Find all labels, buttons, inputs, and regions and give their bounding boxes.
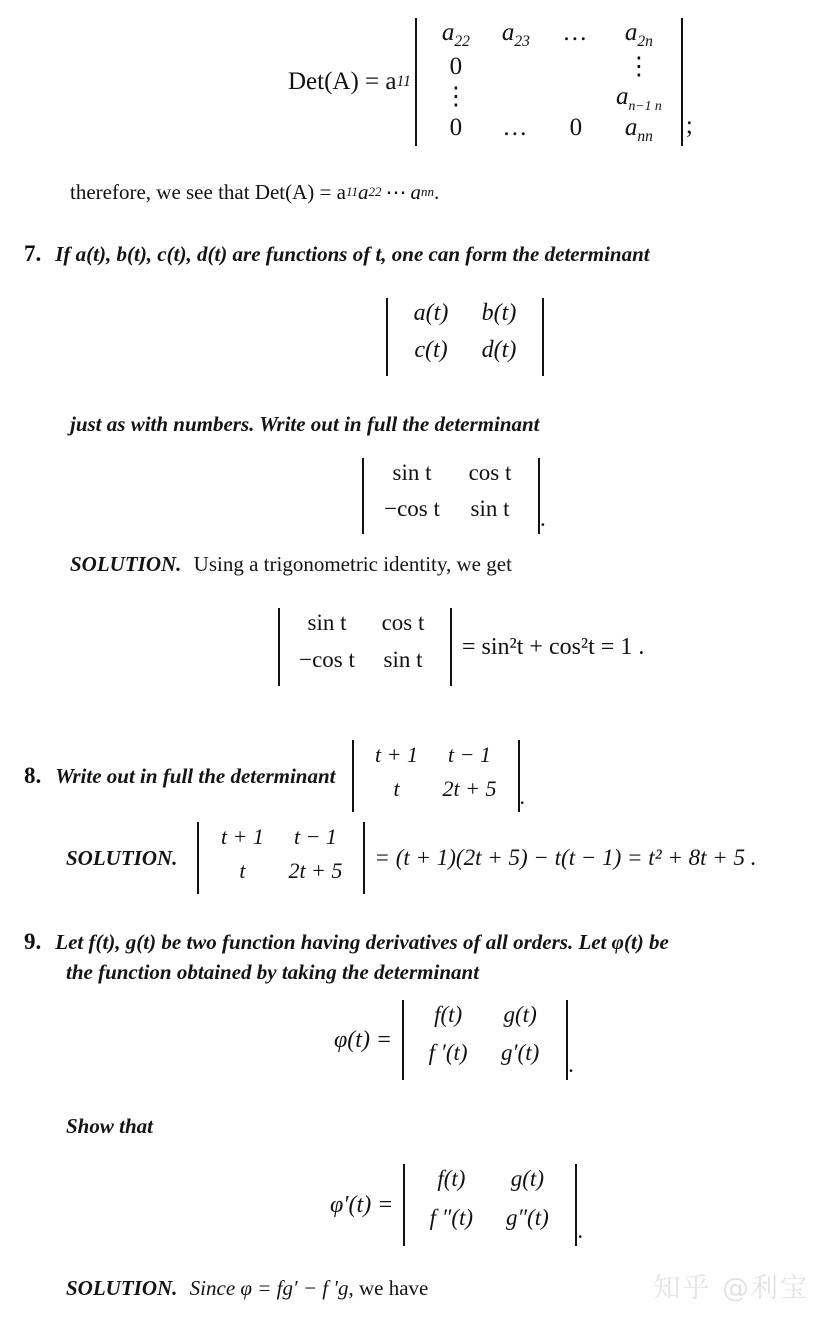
solution-text-tail: , we have (348, 1276, 429, 1300)
problem-8-number: 8. (24, 763, 42, 788)
problem-8-solution-row (66, 822, 757, 894)
matrix-row (208, 858, 354, 892)
phi-of-t-lhs: φ(t) = (334, 1026, 393, 1053)
cell-f-double-prime-of-t: f ″(t) (429, 1205, 474, 1230)
therefore-sub1: 11 (345, 184, 359, 200)
cell-sin-t: sin t (307, 610, 347, 635)
cell-an1n-sub: n−1 n (628, 97, 662, 113)
determinant-right-bar (363, 822, 365, 894)
cell-a22-sub: 22 (454, 32, 470, 50)
zhihu-watermark: 知乎 @利宝 (653, 1273, 809, 1304)
cell-a2n: a (624, 18, 638, 46)
cell-g-of-t: g(t) (510, 1166, 544, 1191)
determinant-trailing-period: . (577, 1218, 584, 1243)
cell-d-of-t: d(t) (481, 337, 517, 363)
cell-g-of-t: g(t) (503, 1002, 537, 1027)
solution-label: SOLUTION. (66, 845, 178, 870)
solution-result: = sin²t + cos²t = 1 . (462, 633, 645, 660)
solution-text: Using a trigonometric identity, we get (193, 552, 512, 576)
matrix-row-2 (426, 51, 672, 81)
cell-r4c1: 0 (449, 113, 463, 141)
problem-7-trig-determinant (362, 458, 546, 539)
solution-label: SOLUTION. (66, 1276, 178, 1300)
determinant-right-bar (450, 608, 452, 686)
matrix-row-4 (426, 114, 672, 146)
determinant-right-bar (681, 18, 683, 146)
cell-2t-plus-5: 2t + 5 (288, 858, 343, 883)
cell-a22: a (441, 18, 455, 46)
cell-ann: a (624, 113, 638, 141)
cell-r4c3: 0 (569, 113, 583, 141)
cell-row1-dots: … (562, 18, 590, 46)
cell-cos-t: cos t (468, 460, 512, 485)
cell-t-minus-1: t − 1 (448, 742, 491, 767)
matrix-row (413, 1002, 557, 1040)
cell-g-double-prime-of-t: g″(t) (505, 1205, 549, 1230)
cell-t-plus-1: t + 1 (375, 742, 418, 767)
problem-7-solution-display (278, 608, 644, 691)
problem-8-solution-determinant (197, 822, 365, 894)
cell-r2c4-vdots: ⋮ (626, 52, 652, 80)
cell-sin-t: sin t (470, 496, 510, 521)
cell-a23-sub: 23 (514, 32, 530, 50)
matrix-row (373, 496, 529, 532)
matrix-row (413, 1040, 557, 1078)
det-a-lhs: Det(A) = a (288, 68, 397, 95)
cell-a-of-t: a(t) (413, 300, 449, 326)
top-display-equation (288, 18, 693, 146)
determinant-trailing-period: . (540, 506, 546, 531)
problem-7-statement-row (24, 240, 814, 268)
therefore-lead: therefore, we see that Det(A) = a (70, 180, 346, 204)
determinant-trailing-period: . (568, 1052, 574, 1077)
determinant-trailing-period: . (519, 784, 525, 809)
matrix-row (414, 1205, 566, 1244)
problem-8-statement: Write out in full the determinant (55, 763, 336, 788)
cell-c-of-t: c(t) (414, 337, 448, 363)
cell-sin-t: sin t (392, 460, 432, 485)
matrix-row (373, 460, 529, 496)
matrix-row-3 (426, 81, 672, 114)
cell-ann-sub: nn (637, 127, 653, 145)
matrix-row (397, 337, 533, 374)
cell-t-minus-1: t − 1 (293, 824, 337, 849)
cell-2t-plus-5: 2t + 5 (442, 776, 497, 801)
matrix-row (363, 776, 509, 810)
cell-g-prime-of-t: g′(t) (501, 1040, 540, 1065)
cell-t: t (393, 776, 400, 801)
therefore-dots: ⋯ (385, 180, 407, 204)
problem-9-display-phi-prime (330, 1164, 583, 1246)
cell-a23: a (501, 18, 515, 46)
therefore-last: a (410, 180, 422, 204)
solution-label: SOLUTION. (70, 552, 182, 576)
cell-neg-cos-t: −cos t (299, 647, 355, 672)
cell-cos-t: cos t (381, 610, 425, 635)
matrix-row (208, 824, 354, 858)
therefore-mid: a (358, 180, 369, 204)
matrix-row (363, 742, 509, 776)
problem-8-determinant (352, 740, 526, 812)
cell-f-of-t: f(t) (434, 1002, 463, 1027)
det-a-lhs-sub: 11 (396, 73, 411, 90)
problem-8-solution-result: = (t + 1)(2t + 5) − t(t − 1) = t² + 8t + 5 . (374, 845, 757, 870)
problem-7-statement: If a(t), b(t), c(t), d(t) are functions of t, one can form the determinant (55, 242, 650, 266)
cell-a2n-sub: 2n (637, 32, 653, 50)
cell-sin-t: sin t (383, 647, 423, 672)
matrix-row (289, 647, 441, 684)
matrix-row (397, 300, 533, 337)
determinant-right-bar (542, 298, 544, 376)
matrix-row-1 (426, 19, 672, 51)
problem-9-statement-row (24, 928, 819, 956)
therefore-sub3: nn (421, 184, 435, 200)
matrix-row (289, 610, 441, 647)
problem-9-show-that: Show that (66, 1114, 153, 1138)
therefore-paragraph (70, 178, 439, 206)
phi-prime-of-t-lhs: φ′(t) = (330, 1191, 394, 1218)
problem-8-statement-row (24, 740, 525, 812)
top-display-semicolon: ; (685, 112, 693, 139)
therefore-period: . (434, 180, 440, 204)
problem-9-display-phi (334, 1000, 574, 1080)
cell-r3c1-vdots: ⋮ (443, 82, 469, 110)
therefore-sub2: 22 (368, 184, 382, 200)
problem-9-statement-line1: Let f(t), g(t) be two function having derivatives of all orders. Let φ(t) be (55, 930, 669, 954)
cell-r2c1: 0 (449, 52, 463, 80)
problem-7-solution-line (70, 550, 512, 578)
cell-b-of-t: b(t) (481, 300, 517, 326)
cell-an1n: a (615, 82, 629, 110)
problem-9-statement-line2: the function obtained by taking the determinant (66, 960, 480, 984)
upper-triangular-determinant (415, 18, 683, 146)
cell-t: t (239, 858, 246, 883)
solution-expression: Since φ = fg′ − f ′g (189, 1276, 349, 1300)
problem-9-solution-line (66, 1274, 428, 1302)
problem-7-determinant-abcd (386, 298, 544, 381)
matrix-row (414, 1166, 566, 1205)
cell-t-plus-1: t + 1 (220, 824, 264, 849)
cell-r4c2-dots: … (502, 113, 530, 141)
problem-7-continuation: just as with numbers. Write out in full the determinant (70, 412, 540, 436)
cell-f-prime-of-t: f ′(t) (428, 1040, 468, 1065)
problem-9-number: 9. (24, 929, 42, 954)
cell-neg-cos-t: −cos t (384, 496, 440, 521)
cell-f-of-t: f(t) (437, 1166, 466, 1191)
problem-7-number: 7. (24, 241, 42, 266)
